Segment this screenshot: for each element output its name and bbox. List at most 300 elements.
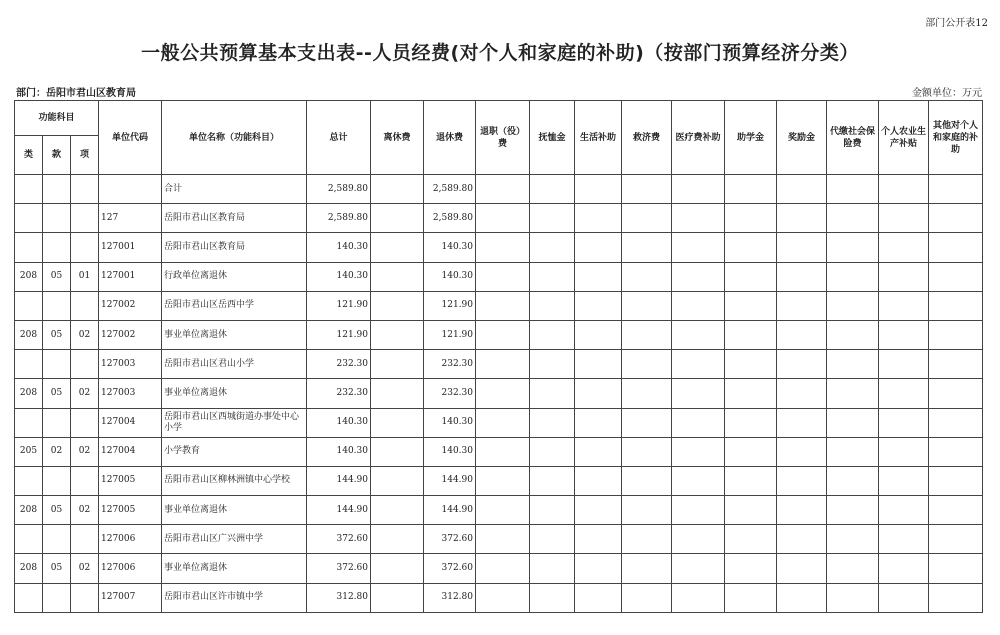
cell-daijiao bbox=[827, 320, 879, 349]
cell-daijiao bbox=[827, 379, 879, 408]
cell-jiuji bbox=[622, 379, 672, 408]
cell-jiangli bbox=[777, 408, 827, 437]
cell-zhuxue bbox=[725, 204, 777, 233]
header-unit-code: 单位代码 bbox=[99, 101, 162, 175]
cell-jiuji bbox=[622, 262, 672, 291]
cell-jiangli bbox=[777, 320, 827, 349]
cell-shenghuo bbox=[575, 379, 622, 408]
cell-jiangli bbox=[777, 466, 827, 495]
cell-lixiu bbox=[371, 466, 424, 495]
cell-total: 372.60 bbox=[307, 525, 371, 554]
cell-zhuxue bbox=[725, 554, 777, 583]
cell-nongye bbox=[879, 350, 929, 379]
cell-tuizhi bbox=[476, 350, 530, 379]
cell-yiliao bbox=[672, 408, 725, 437]
cell-xiang bbox=[71, 204, 99, 233]
cell-shenghuo bbox=[575, 525, 622, 554]
cell-total: 144.90 bbox=[307, 466, 371, 495]
cell-total: 232.30 bbox=[307, 379, 371, 408]
cell-zhuxue bbox=[725, 262, 777, 291]
cell-yiliao bbox=[672, 233, 725, 262]
cell-tuixiu: 121.90 bbox=[424, 291, 476, 320]
cell-kuan: 05 bbox=[43, 496, 71, 525]
cell-kuan bbox=[43, 233, 71, 262]
cell-lei bbox=[15, 291, 43, 320]
cell-xiang: 02 bbox=[71, 320, 99, 349]
cell-unit-code bbox=[99, 175, 162, 204]
cell-total: 144.90 bbox=[307, 496, 371, 525]
cell-nongye bbox=[879, 262, 929, 291]
cell-shenghuo bbox=[575, 350, 622, 379]
cell-tuixiu: 140.30 bbox=[424, 408, 476, 437]
amount-unit-label: 金额单位：万元 bbox=[912, 88, 982, 99]
cell-daijiao bbox=[827, 204, 879, 233]
cell-qita bbox=[929, 525, 983, 554]
cell-fuxu bbox=[530, 320, 575, 349]
cell-fuxu bbox=[530, 525, 575, 554]
header-zhuxue: 助学金 bbox=[725, 101, 777, 175]
cell-tuixiu: 232.30 bbox=[424, 350, 476, 379]
cell-jiuji bbox=[622, 204, 672, 233]
cell-yiliao bbox=[672, 291, 725, 320]
header-nongye: 个人农业生产补贴 bbox=[879, 101, 929, 175]
cell-daijiao bbox=[827, 262, 879, 291]
cell-nongye bbox=[879, 525, 929, 554]
cell-kuan: 05 bbox=[43, 379, 71, 408]
cell-unit-code: 127003 bbox=[99, 350, 162, 379]
cell-zhuxue bbox=[725, 437, 777, 466]
cell-jiangli bbox=[777, 291, 827, 320]
cell-daijiao bbox=[827, 350, 879, 379]
cell-lixiu bbox=[371, 496, 424, 525]
cell-qita bbox=[929, 262, 983, 291]
cell-jiangli bbox=[777, 262, 827, 291]
table-row bbox=[15, 408, 983, 437]
table-row bbox=[15, 379, 983, 408]
cell-unit-code: 127003 bbox=[99, 379, 162, 408]
cell-zhuxue bbox=[725, 583, 777, 612]
cell-xiang bbox=[71, 291, 99, 320]
cell-kuan bbox=[43, 408, 71, 437]
cell-qita bbox=[929, 204, 983, 233]
cell-tuixiu: 372.60 bbox=[424, 525, 476, 554]
cell-tuizhi bbox=[476, 262, 530, 291]
cell-unit-code: 127006 bbox=[99, 525, 162, 554]
cell-tuixiu: 144.90 bbox=[424, 496, 476, 525]
cell-unit-name: 岳阳市君山区许市镇中学 bbox=[162, 583, 307, 612]
cell-lixiu bbox=[371, 408, 424, 437]
cell-total: 121.90 bbox=[307, 320, 371, 349]
cell-total: 312.80 bbox=[307, 583, 371, 612]
cell-tuizhi bbox=[476, 320, 530, 349]
cell-kuan: 05 bbox=[43, 262, 71, 291]
cell-qita bbox=[929, 437, 983, 466]
cell-jiangli bbox=[777, 379, 827, 408]
cell-unit-name: 岳阳市君山区教育局 bbox=[162, 204, 307, 233]
cell-lei bbox=[15, 204, 43, 233]
cell-tuizhi bbox=[476, 496, 530, 525]
cell-jiangli bbox=[777, 496, 827, 525]
cell-nongye bbox=[879, 204, 929, 233]
cell-daijiao bbox=[827, 554, 879, 583]
cell-jiangli bbox=[777, 554, 827, 583]
cell-nongye bbox=[879, 408, 929, 437]
cell-shenghuo bbox=[575, 204, 622, 233]
cell-jiuji bbox=[622, 583, 672, 612]
table-row bbox=[15, 233, 983, 262]
cell-unit-code: 127005 bbox=[99, 466, 162, 495]
cell-nongye bbox=[879, 233, 929, 262]
cell-qita bbox=[929, 320, 983, 349]
cell-tuizhi bbox=[476, 204, 530, 233]
cell-total: 140.30 bbox=[307, 437, 371, 466]
cell-nongye bbox=[879, 379, 929, 408]
header-yiliao: 医疗费补助 bbox=[672, 101, 725, 175]
cell-lixiu bbox=[371, 204, 424, 233]
cell-zhuxue bbox=[725, 350, 777, 379]
cell-fuxu bbox=[530, 583, 575, 612]
cell-shenghuo bbox=[575, 408, 622, 437]
cell-lei bbox=[15, 175, 43, 204]
cell-unit-name: 事业单位离退休 bbox=[162, 554, 307, 583]
cell-fuxu bbox=[530, 496, 575, 525]
cell-unit-name: 事业单位离退休 bbox=[162, 320, 307, 349]
cell-xiang bbox=[71, 233, 99, 262]
cell-lixiu bbox=[371, 379, 424, 408]
cell-fuxu bbox=[530, 554, 575, 583]
cell-tuixiu: 140.30 bbox=[424, 437, 476, 466]
cell-jiuji bbox=[622, 437, 672, 466]
cell-unit-name: 岳阳市君山区岳西中学 bbox=[162, 291, 307, 320]
cell-xiang bbox=[71, 525, 99, 554]
cell-tuizhi bbox=[476, 379, 530, 408]
expenditure-table bbox=[14, 100, 983, 613]
cell-daijiao bbox=[827, 175, 879, 204]
cell-nongye bbox=[879, 554, 929, 583]
cell-jiuji bbox=[622, 320, 672, 349]
cell-qita bbox=[929, 175, 983, 204]
cell-kuan bbox=[43, 204, 71, 233]
header-lixiu: 离休费 bbox=[371, 101, 424, 175]
cell-xiang bbox=[71, 583, 99, 612]
header-shenghuo: 生活补助 bbox=[575, 101, 622, 175]
cell-kuan bbox=[43, 291, 71, 320]
page-number: 部门公开表12 bbox=[925, 18, 988, 29]
cell-unit-code: 127001 bbox=[99, 233, 162, 262]
cell-fuxu bbox=[530, 437, 575, 466]
cell-lei bbox=[15, 350, 43, 379]
header-jiuji: 救济费 bbox=[622, 101, 672, 175]
cell-yiliao bbox=[672, 437, 725, 466]
cell-yiliao bbox=[672, 175, 725, 204]
cell-yiliao bbox=[672, 204, 725, 233]
cell-kuan: 02 bbox=[43, 437, 71, 466]
cell-total: 372.60 bbox=[307, 554, 371, 583]
cell-tuizhi bbox=[476, 291, 530, 320]
cell-lei bbox=[15, 466, 43, 495]
header-tuixiu: 退休费 bbox=[424, 101, 476, 175]
cell-jiuji bbox=[622, 525, 672, 554]
cell-nongye bbox=[879, 437, 929, 466]
cell-lixiu bbox=[371, 525, 424, 554]
cell-shenghuo bbox=[575, 496, 622, 525]
cell-zhuxue bbox=[725, 233, 777, 262]
cell-nongye bbox=[879, 466, 929, 495]
cell-shenghuo bbox=[575, 554, 622, 583]
cell-tuizhi bbox=[476, 525, 530, 554]
cell-nongye bbox=[879, 291, 929, 320]
cell-shenghuo bbox=[575, 291, 622, 320]
cell-unit-name: 小学教育 bbox=[162, 437, 307, 466]
table-row bbox=[15, 291, 983, 320]
cell-jiangli bbox=[777, 437, 827, 466]
table-row bbox=[15, 466, 983, 495]
cell-yiliao bbox=[672, 466, 725, 495]
cell-lixiu bbox=[371, 554, 424, 583]
cell-tuizhi bbox=[476, 408, 530, 437]
cell-lixiu bbox=[371, 291, 424, 320]
cell-shenghuo bbox=[575, 466, 622, 495]
cell-jiangli bbox=[777, 204, 827, 233]
cell-unit-name: 岳阳市君山区君山小学 bbox=[162, 350, 307, 379]
cell-jiuji bbox=[622, 350, 672, 379]
header-kuan: 款 bbox=[43, 136, 71, 175]
cell-shenghuo bbox=[575, 262, 622, 291]
cell-qita bbox=[929, 554, 983, 583]
table-row bbox=[15, 204, 983, 233]
table-row bbox=[15, 262, 983, 291]
cell-xiang: 02 bbox=[71, 496, 99, 525]
cell-fuxu bbox=[530, 204, 575, 233]
cell-yiliao bbox=[672, 379, 725, 408]
cell-tuixiu: 140.30 bbox=[424, 262, 476, 291]
cell-jiangli bbox=[777, 525, 827, 554]
cell-unit-name: 岳阳市君山区教育局 bbox=[162, 233, 307, 262]
header-xiang: 项 bbox=[71, 136, 99, 175]
cell-kuan bbox=[43, 350, 71, 379]
cell-lixiu bbox=[371, 233, 424, 262]
cell-lei bbox=[15, 525, 43, 554]
cell-unit-code: 127002 bbox=[99, 320, 162, 349]
cell-kuan bbox=[43, 525, 71, 554]
cell-fuxu bbox=[530, 408, 575, 437]
cell-total: 140.30 bbox=[307, 262, 371, 291]
header-unit-name: 单位名称（功能科目） bbox=[162, 101, 307, 175]
table-row bbox=[15, 437, 983, 466]
cell-kuan bbox=[43, 583, 71, 612]
cell-shenghuo bbox=[575, 233, 622, 262]
table-row bbox=[15, 496, 983, 525]
cell-nongye bbox=[879, 496, 929, 525]
cell-zhuxue bbox=[725, 291, 777, 320]
cell-kuan: 05 bbox=[43, 554, 71, 583]
cell-jiangli bbox=[777, 175, 827, 204]
cell-lei bbox=[15, 233, 43, 262]
cell-total: 140.30 bbox=[307, 408, 371, 437]
cell-unit-code: 127004 bbox=[99, 437, 162, 466]
cell-unit-name: 事业单位离退休 bbox=[162, 496, 307, 525]
cell-qita bbox=[929, 496, 983, 525]
cell-total: 121.90 bbox=[307, 291, 371, 320]
cell-tuixiu: 372.60 bbox=[424, 554, 476, 583]
cell-jiuji bbox=[622, 408, 672, 437]
cell-lixiu bbox=[371, 175, 424, 204]
cell-lei: 208 bbox=[15, 554, 43, 583]
cell-tuixiu: 140.30 bbox=[424, 233, 476, 262]
header-qita: 其他对个人和家庭的补助 bbox=[929, 101, 983, 175]
cell-fuxu bbox=[530, 175, 575, 204]
cell-nongye bbox=[879, 320, 929, 349]
cell-qita bbox=[929, 233, 983, 262]
cell-unit-name: 事业单位离退休 bbox=[162, 379, 307, 408]
cell-zhuxue bbox=[725, 466, 777, 495]
cell-qita bbox=[929, 466, 983, 495]
cell-shenghuo bbox=[575, 175, 622, 204]
cell-unit-code: 127005 bbox=[99, 496, 162, 525]
cell-total: 232.30 bbox=[307, 350, 371, 379]
cell-fuxu bbox=[530, 262, 575, 291]
cell-unit-code: 127006 bbox=[99, 554, 162, 583]
cell-lei bbox=[15, 583, 43, 612]
cell-unit-code: 127007 bbox=[99, 583, 162, 612]
cell-qita bbox=[929, 291, 983, 320]
cell-unit-name: 岳阳市君山区广兴洲中学 bbox=[162, 525, 307, 554]
cell-lixiu bbox=[371, 350, 424, 379]
header-total: 总计 bbox=[307, 101, 371, 175]
cell-zhuxue bbox=[725, 496, 777, 525]
cell-lei: 205 bbox=[15, 437, 43, 466]
cell-fuxu bbox=[530, 379, 575, 408]
cell-unit-code: 127 bbox=[99, 204, 162, 233]
cell-yiliao bbox=[672, 525, 725, 554]
table-row bbox=[15, 525, 983, 554]
cell-xiang bbox=[71, 466, 99, 495]
cell-jiuji bbox=[622, 233, 672, 262]
page-title: 一般公共预算基本支出表--人员经费(对个人和家庭的补助)（按部门预算经济分类） bbox=[141, 42, 859, 64]
cell-fuxu bbox=[530, 350, 575, 379]
cell-qita bbox=[929, 350, 983, 379]
cell-jiuji bbox=[622, 496, 672, 525]
cell-total: 2,589.80 bbox=[307, 204, 371, 233]
cell-unit-code: 127004 bbox=[99, 408, 162, 437]
cell-yiliao bbox=[672, 496, 725, 525]
cell-xiang: 02 bbox=[71, 379, 99, 408]
cell-zhuxue bbox=[725, 379, 777, 408]
cell-lei bbox=[15, 408, 43, 437]
cell-fuxu bbox=[530, 233, 575, 262]
cell-xiang bbox=[71, 408, 99, 437]
cell-yiliao bbox=[672, 350, 725, 379]
cell-lixiu bbox=[371, 320, 424, 349]
cell-lixiu bbox=[371, 437, 424, 466]
cell-daijiao bbox=[827, 525, 879, 554]
cell-shenghuo bbox=[575, 437, 622, 466]
cell-unit-name: 岳阳市君山区柳林洲镇中心学校 bbox=[162, 466, 307, 495]
cell-lei: 208 bbox=[15, 379, 43, 408]
table-row bbox=[15, 554, 983, 583]
cell-daijiao bbox=[827, 496, 879, 525]
cell-fuxu bbox=[530, 466, 575, 495]
cell-daijiao bbox=[827, 437, 879, 466]
header-daijiao: 代缴社会保险费 bbox=[827, 101, 879, 175]
cell-tuizhi bbox=[476, 175, 530, 204]
cell-lei: 208 bbox=[15, 320, 43, 349]
table-body bbox=[15, 175, 983, 613]
table-row bbox=[15, 583, 983, 612]
cell-lixiu bbox=[371, 262, 424, 291]
cell-tuixiu: 312.80 bbox=[424, 583, 476, 612]
cell-jiangli bbox=[777, 233, 827, 262]
cell-jiangli bbox=[777, 350, 827, 379]
cell-qita bbox=[929, 379, 983, 408]
cell-lei: 208 bbox=[15, 262, 43, 291]
cell-total: 140.30 bbox=[307, 233, 371, 262]
cell-xiang bbox=[71, 175, 99, 204]
cell-tuixiu: 232.30 bbox=[424, 379, 476, 408]
cell-tuixiu: 144.90 bbox=[424, 466, 476, 495]
cell-tuizhi bbox=[476, 554, 530, 583]
cell-tuixiu: 2,589.80 bbox=[424, 175, 476, 204]
table-row bbox=[15, 175, 983, 204]
cell-xiang: 01 bbox=[71, 262, 99, 291]
cell-yiliao bbox=[672, 262, 725, 291]
cell-yiliao bbox=[672, 320, 725, 349]
cell-unit-code: 127001 bbox=[99, 262, 162, 291]
cell-nongye bbox=[879, 175, 929, 204]
cell-yiliao bbox=[672, 583, 725, 612]
cell-tuizhi bbox=[476, 437, 530, 466]
cell-tuizhi bbox=[476, 583, 530, 612]
cell-tuizhi bbox=[476, 466, 530, 495]
cell-kuan bbox=[43, 175, 71, 204]
cell-kuan bbox=[43, 466, 71, 495]
cell-shenghuo bbox=[575, 320, 622, 349]
cell-qita bbox=[929, 408, 983, 437]
cell-tuizhi bbox=[476, 233, 530, 262]
cell-jiangli bbox=[777, 583, 827, 612]
cell-jiuji bbox=[622, 291, 672, 320]
cell-lei: 208 bbox=[15, 496, 43, 525]
cell-zhuxue bbox=[725, 408, 777, 437]
header-lei: 类 bbox=[15, 136, 43, 175]
table-row bbox=[15, 350, 983, 379]
cell-xiang: 02 bbox=[71, 437, 99, 466]
cell-fuxu bbox=[530, 291, 575, 320]
cell-unit-name: 岳阳市君山区西城街道办事处中心小学 bbox=[162, 408, 307, 437]
table-row bbox=[15, 320, 983, 349]
cell-total: 2,589.80 bbox=[307, 175, 371, 204]
cell-nongye bbox=[879, 583, 929, 612]
cell-zhuxue bbox=[725, 525, 777, 554]
header-jiangli: 奖励金 bbox=[777, 101, 827, 175]
cell-lixiu bbox=[371, 583, 424, 612]
cell-unit-name: 合计 bbox=[162, 175, 307, 204]
cell-jiuji bbox=[622, 175, 672, 204]
cell-tuixiu: 121.90 bbox=[424, 320, 476, 349]
header-tuizhi: 退职（役）费 bbox=[476, 101, 530, 175]
cell-daijiao bbox=[827, 583, 879, 612]
cell-xiang: 02 bbox=[71, 554, 99, 583]
cell-kuan: 05 bbox=[43, 320, 71, 349]
cell-daijiao bbox=[827, 466, 879, 495]
cell-daijiao bbox=[827, 291, 879, 320]
cell-qita bbox=[929, 583, 983, 612]
cell-tuixiu: 2,589.80 bbox=[424, 204, 476, 233]
cell-daijiao bbox=[827, 233, 879, 262]
cell-unit-name: 行政单位离退休 bbox=[162, 262, 307, 291]
cell-jiuji bbox=[622, 554, 672, 583]
header-func-subject: 功能科目 bbox=[15, 101, 99, 136]
